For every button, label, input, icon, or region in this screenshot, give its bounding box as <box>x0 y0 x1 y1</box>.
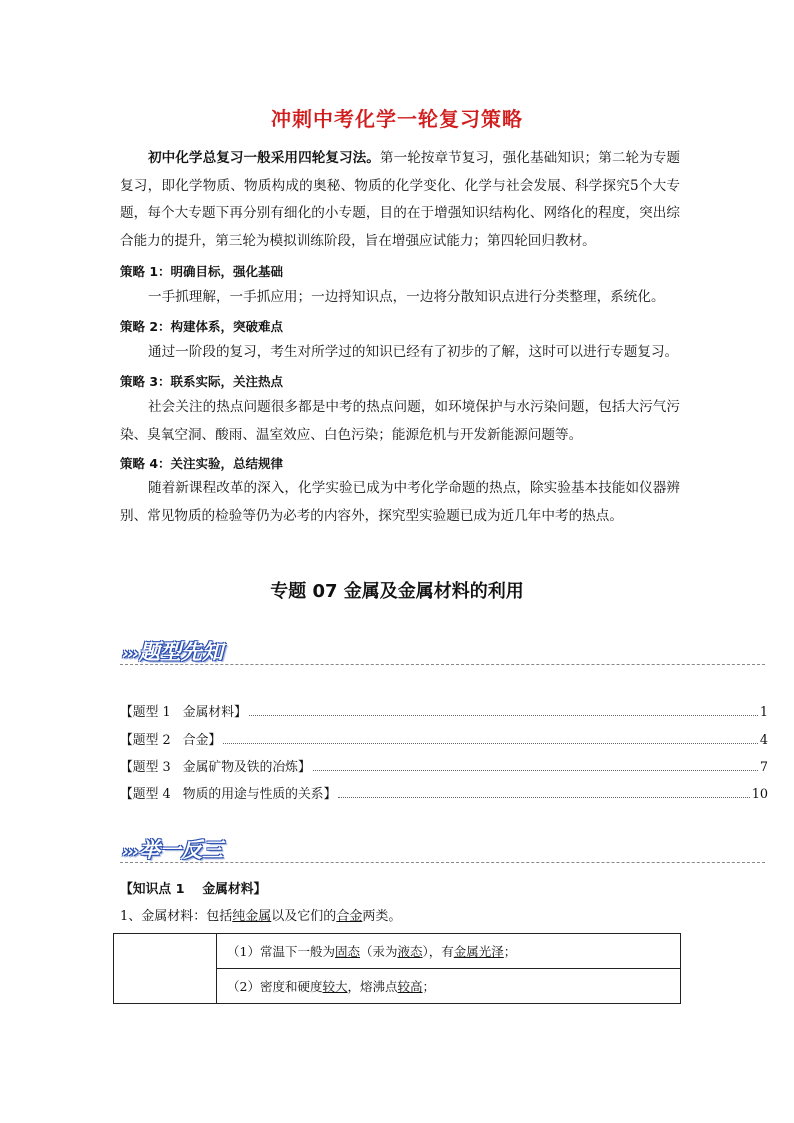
text-segment: 两类。 <box>362 909 402 924</box>
toc-entry-page: 4 <box>759 733 768 748</box>
table-cell-header <box>114 934 217 1004</box>
toc-entry[interactable] <box>120 757 768 775</box>
underlined-term: 较高 <box>397 979 423 994</box>
toc-entry[interactable] <box>120 730 768 748</box>
text-segment: （汞为 <box>359 944 398 959</box>
toc-entry[interactable] <box>120 784 768 802</box>
toc-banner <box>122 636 223 666</box>
underlined-term: 纯金属 <box>232 909 272 924</box>
text-segment: ； <box>503 944 517 959</box>
text-segment: 以及它们的 <box>271 909 337 924</box>
underlined-term: 金属光泽 <box>453 944 504 959</box>
strategy-1-body: 一手抓理解，一手抓应用；一边捋知识点，一边将分散知识点进行分类整理，系统化。 <box>148 289 665 305</box>
intro-paragraph <box>120 145 680 255</box>
table-cell <box>217 969 681 1004</box>
strategy-3-body: 社会关注的热点问题很多都是中考的热点问题，如环境保护与水污染问题，包括大污气污染、臭氧空洞、酸雨、温室效应、白色污染；能源危机与开发新能源问题等。 <box>120 399 680 443</box>
underlined-term: 液态 <box>397 944 423 959</box>
toc-leader <box>313 769 758 771</box>
toc-entry-label: 【题型 4 物质的用途与性质的关系】 <box>120 787 337 802</box>
intro-text: 第一轮按章节复习，强化基础知识；第二轮为专题复习，即化学物质、物质构成的奥秘、物质的化学变化、化学与社会发展、科学探究5个大专题，每个大专题下再分别有细化的小专题，目的在于增强知识结构化、网络化的程度，突出综合能力的提升，第三轮为模拟训练阶段，旨在增强应试能力；第四轮回归教材。 <box>120 150 681 249</box>
text-segment: 1、金属材料：包括 <box>120 909 233 924</box>
divider <box>120 664 765 665</box>
page-title: 冲刺中考化学一轮复习策略 <box>271 107 523 131</box>
divider <box>120 862 765 863</box>
knowledge-point-heading: 【知识点 1 金属材料】 <box>120 882 267 897</box>
text-segment: （1）常温下一般为 <box>227 944 335 959</box>
text-segment: ），有 <box>422 944 454 959</box>
toc-entry-page: 10 <box>751 787 768 802</box>
topic-title: 专题 07 金属及金属材料的利用 <box>270 581 524 602</box>
toc-entry-page: 1 <box>759 705 768 720</box>
table-cell <box>217 934 681 969</box>
underlined-term: 合金 <box>336 909 363 924</box>
underlined-term: 固态 <box>334 944 360 959</box>
toc-banner-label: 题型先知 <box>139 640 224 664</box>
banner-arrows-icon: ››› <box>122 644 138 664</box>
strategy-3-heading: 策略 3：联系实际，关注热点 <box>120 374 284 389</box>
strategy-4-body: 随着新课程改革的深入，化学实验已成为中考化学命题的热点，除实验基本技能如仪器辨别、常见物质的检验等仍为必考的内容外，探究型实验题已成为近几年中考的热点。 <box>120 480 680 524</box>
toc-entry-label: 【题型 3 金属矿物及铁的冶炼】 <box>120 760 311 775</box>
text-segment: （2）密度和硬度 <box>227 979 323 994</box>
text-segment: ，熔沸点 <box>347 979 398 994</box>
strategy-2-body: 通过一阶段的复习，考生对所学过的知识已经有了初步的了解，这时可以进行专题复习。 <box>148 344 679 360</box>
text-segment: ； <box>422 979 436 994</box>
toc-leader <box>338 796 749 798</box>
table-row <box>114 934 681 969</box>
properties-table <box>113 933 681 1004</box>
toc-entry-label: 【题型 2 合金】 <box>120 733 222 748</box>
examples-banner-label: 举一反三 <box>139 838 224 862</box>
knowledge-point-line <box>120 905 401 924</box>
toc-leader <box>223 742 758 744</box>
intro-lead: 初中化学总复习一般采用四轮复习法。 <box>148 150 380 166</box>
examples-banner <box>122 834 223 864</box>
toc-entry-page: 7 <box>759 760 768 775</box>
banner-arrows-icon: ››› <box>122 842 138 862</box>
toc-entry[interactable] <box>120 702 768 720</box>
strategy-4-heading: 策略 4：关注实验，总结规律 <box>120 456 284 471</box>
toc-entry-label: 【题型 1 金属材料】 <box>120 705 247 720</box>
underlined-term: 较大 <box>322 979 348 994</box>
strategy-2-heading: 策略 2：构建体系，突破难点 <box>120 319 284 334</box>
toc-leader <box>249 714 758 716</box>
strategy-1-heading: 策略 1：明确目标，强化基础 <box>120 264 284 279</box>
